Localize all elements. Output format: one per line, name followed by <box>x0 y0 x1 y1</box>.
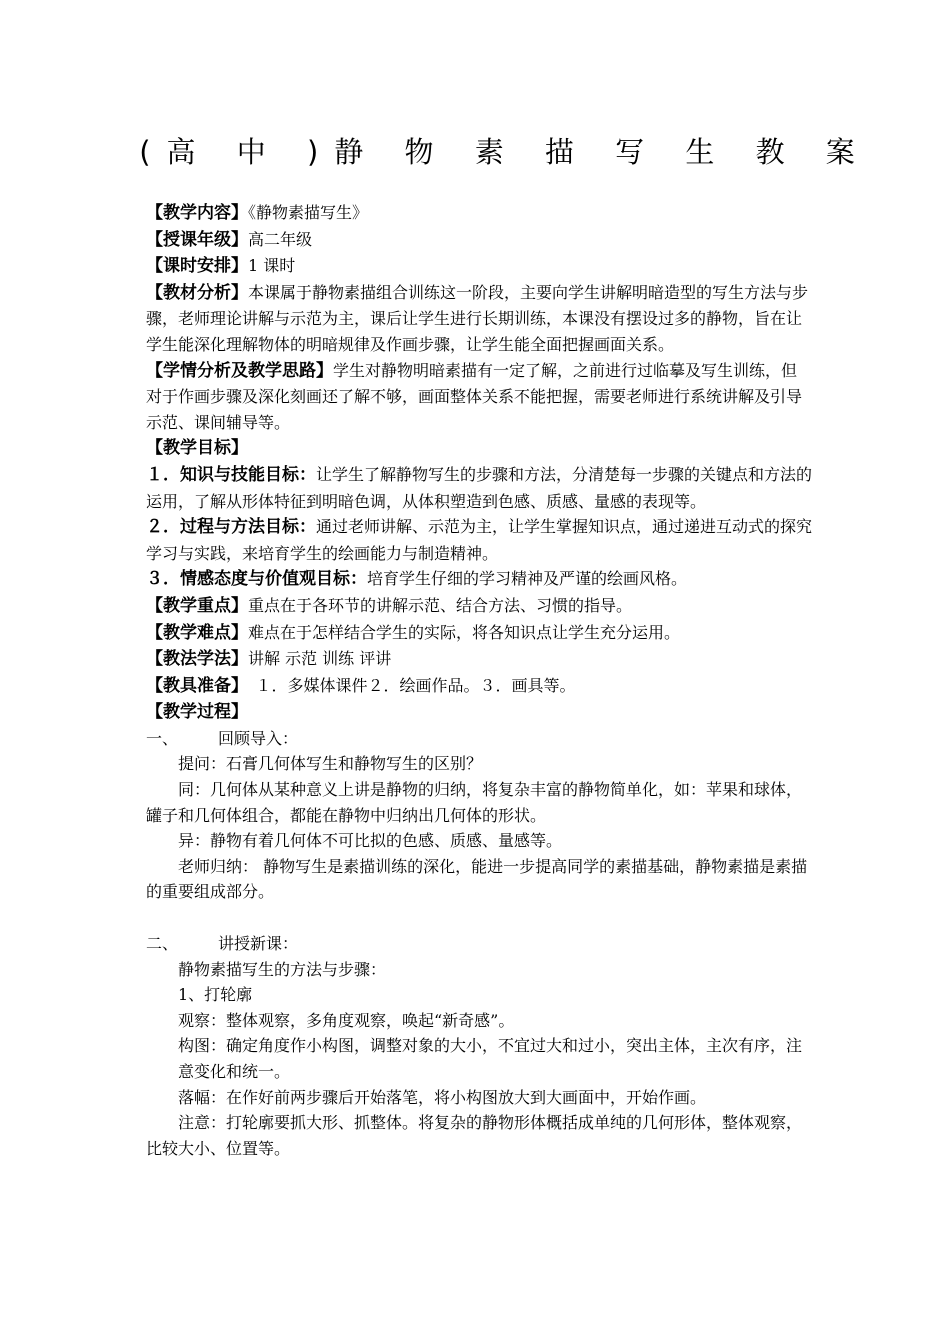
field-value: 学生对静物明暗素描有一定了解，之前进行过临摹及写生训练，但对于作画步骤及深化刻画还了解不够，画面整体关系不能把握，需要老师进行系统讲解及引导示范、课间辅导等。 <box>146 360 803 432</box>
goal-label: ２．过程与方法目标： <box>146 517 316 538</box>
field-goals <box>146 435 812 462</box>
field-value: 重点在于各环节的讲解示范、结合方法、习惯的指导。 <box>248 595 633 615</box>
section2-note: 注意：打轮廓要抓大形、抓整体。将复杂的静物形体概括成单纯的几何形体，整体观察，比较大小、位置等。 <box>146 1113 803 1158</box>
section-title: 回顾导入： <box>218 728 299 748</box>
goal-value: 培育学生仔细的学习精神及严谨的绘画风格。 <box>367 569 688 589</box>
field-grade <box>146 227 812 254</box>
section2-intro: 静物素描写生的方法与步骤： <box>178 959 387 979</box>
field-value: 难点在于怎样结合学生的实际，将各知识点让学生充分运用。 <box>248 622 681 642</box>
field-material <box>146 280 812 358</box>
field-label: 【授课年级】 <box>146 229 248 250</box>
field-label: 【教学过程】 <box>146 702 248 723</box>
section1-heading <box>146 726 812 752</box>
field-key-points <box>146 593 812 620</box>
section2-compose: 构图：确定角度作小构图，调整对象的大小，不宜过大和过小，突出主体，主次有序，注意变化和统一。 <box>178 1036 803 1081</box>
page-title: (高 中 )静 物 素 描 写 生 教 案 <box>139 135 871 169</box>
field-value: 《静物素描写生》 <box>248 203 369 222</box>
field-methods <box>146 646 812 673</box>
field-label: 【教具准备】 <box>146 675 240 696</box>
goal-value: 让学生了解静物写生的步骤和方法，分清楚每一步骤的关键点和方法的运用，了解从形体特征到明暗色调，从体积塑造到色感、质感、量感的表现等。 <box>146 464 813 511</box>
field-label: 【学情分析及教学思路】 <box>146 360 333 381</box>
field-hours <box>146 253 812 280</box>
field-students <box>146 358 812 436</box>
goal-attitude <box>146 566 812 593</box>
field-label: 【教法学法】 <box>146 649 248 670</box>
field-label: 【教学目标】 <box>146 438 248 459</box>
document-body <box>146 200 812 1161</box>
field-content <box>146 200 812 227</box>
section1-para: 异：静物有着几何体不可比拟的色感、质感、量感等。 <box>178 831 563 851</box>
section1-para: 提问：石膏几何体写生和静物写生的区别？ <box>178 754 483 774</box>
spacer <box>146 905 812 931</box>
section1-para: 老师归纳： 静物写生是素描训练的深化，能进一步提高同学的素描基础，静物素描是素描的重要组成部分。 <box>146 856 808 902</box>
goal-knowledge <box>146 462 812 514</box>
field-value: 本课属于静物素描组合训练这一阶段，主要向学生讲解明暗造型的写生方法与步骤，老师理论讲解与示范为主，课后让学生进行长期训练，本课没有摆设过多的静物，旨在让学生能深化理解物体的明暗规律及作画步骤，让学生能全面把握画面关系。 <box>146 282 809 354</box>
field-tools <box>146 673 812 700</box>
goal-label: ３．情感态度与价值观目标： <box>146 569 367 590</box>
section-number: 二、 <box>146 934 179 954</box>
field-value: 高二年级 <box>248 229 313 249</box>
field-label: 【课时安排】 <box>146 256 248 277</box>
field-label: 【教学内容】 <box>146 203 248 223</box>
field-process <box>146 699 812 726</box>
section2-step: 1、打轮廓 <box>178 985 253 1005</box>
field-label: 【教学重点】 <box>146 595 248 616</box>
field-value: 1 课时 <box>248 256 296 276</box>
section2-place: 落幅：在作好前两步骤后开始落笔，将小构图放大到大画面中，开始作画。 <box>178 1087 707 1107</box>
field-label: 【教学难点】 <box>146 622 248 643</box>
goal-process <box>146 514 812 566</box>
field-value: 讲解 示范 训练 评讲 <box>248 649 392 669</box>
section-title: 讲授新课： <box>218 934 299 954</box>
goal-label: １．知识与技能目标： <box>146 464 316 485</box>
field-label: 【教材分析】 <box>146 282 248 303</box>
section2-observe: 观察：整体观察，多角度观察，唤起“新奇感”。 <box>178 1010 515 1030</box>
section2-heading <box>146 931 812 957</box>
field-value: １．多媒体课件２．绘画作品。３．画具等。 <box>239 675 576 695</box>
section1-para: 同：几何体从某种意义上讲是静物的归纳，将复杂丰富的静物简单化，如：苹果和球体，罐子和几何体组合，都能在静物中归纳出几何体的形状。 <box>146 780 803 825</box>
goal-value: 通过老师讲解、示范为主，让学生掌握知识点，通过递进互动式的探究学习与实践，来培育学生的绘画能力与制造精神。 <box>146 517 813 563</box>
field-difficulties <box>146 620 812 647</box>
section-number: 一、 <box>146 728 179 748</box>
